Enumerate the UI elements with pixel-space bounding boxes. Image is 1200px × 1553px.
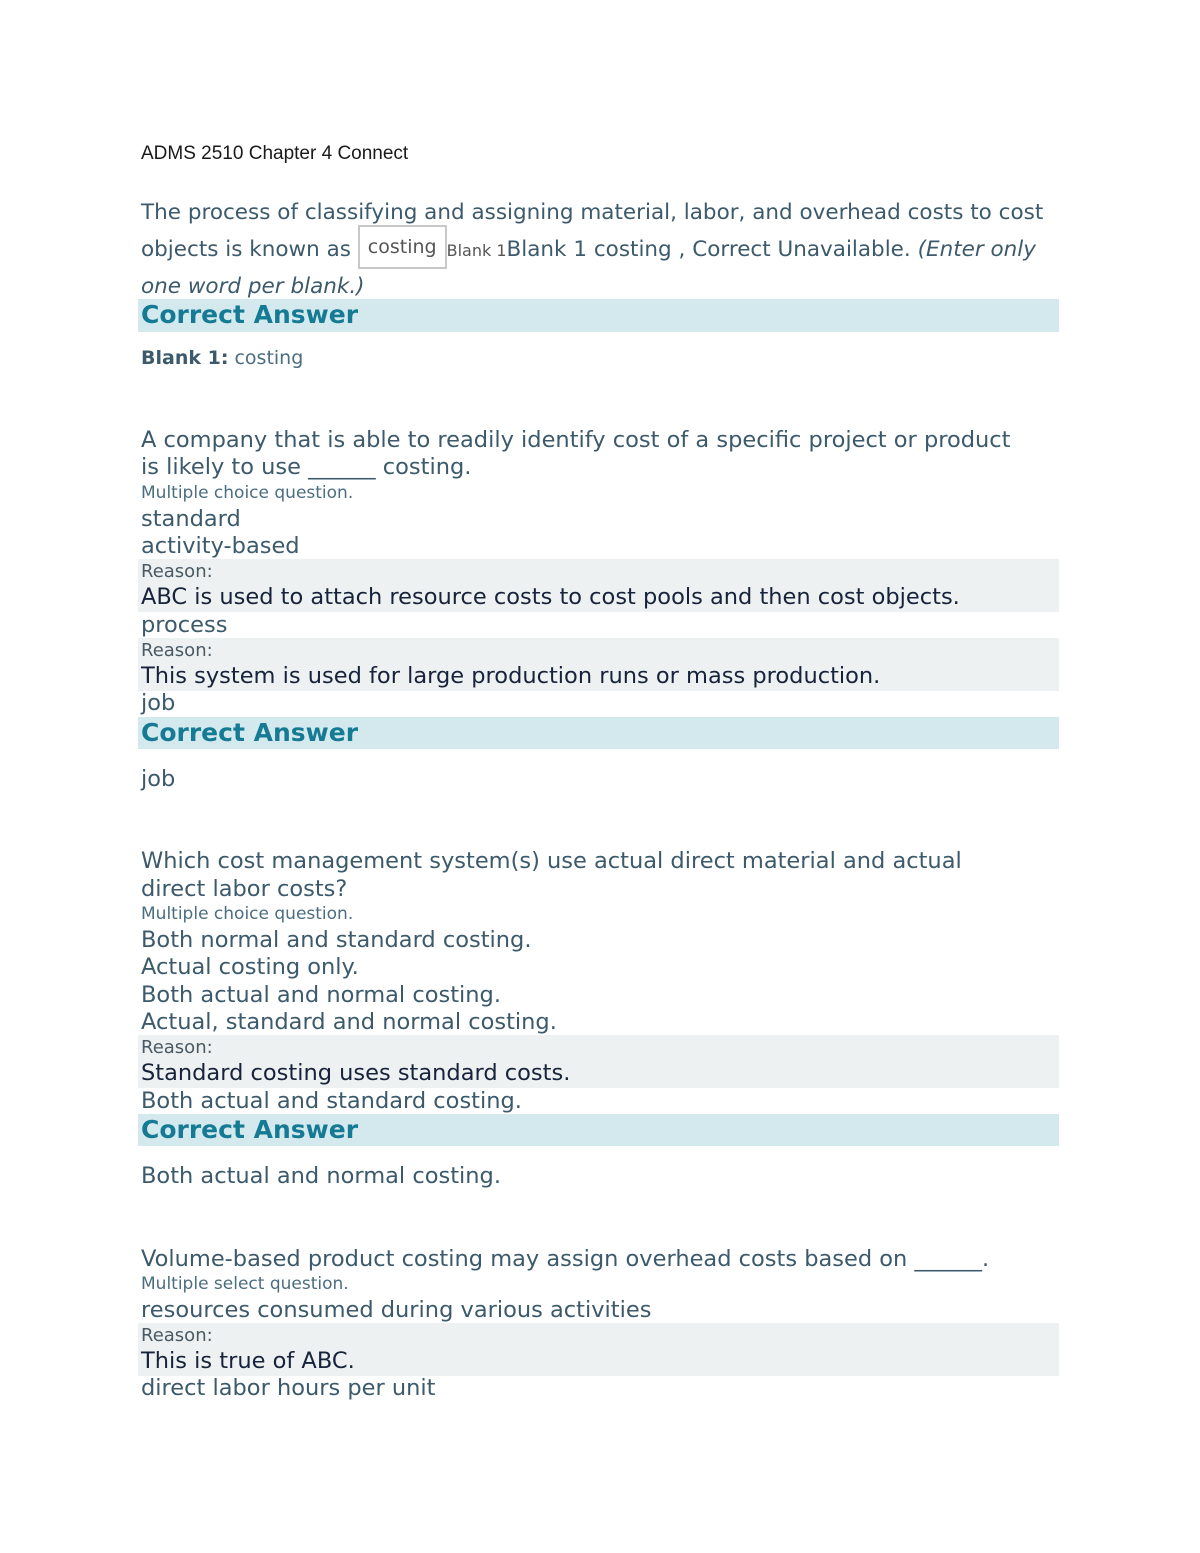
question-3-line-1: Which cost management system(s) use actual direct material and actual bbox=[141, 848, 962, 874]
question-4-text: Volume-based product costing may assign overhead costs based on ______. bbox=[141, 1246, 990, 1272]
answer-option[interactable]: Both normal and standard costing. bbox=[141, 927, 532, 953]
answer-option[interactable]: Both actual and standard costing. bbox=[141, 1088, 522, 1114]
reason-text: This is true of ABC. bbox=[141, 1348, 355, 1374]
reason-text: Standard costing uses standard costs. bbox=[141, 1060, 571, 1086]
correct-answer-heading: Correct Answer bbox=[141, 1115, 359, 1144]
reason-label: Reason: bbox=[141, 561, 213, 582]
question-type-label: Multiple select question. bbox=[141, 1274, 349, 1294]
question-1 bbox=[141, 195, 1061, 305]
question-3-line-2: direct labor costs? bbox=[141, 876, 348, 902]
reason-text: This system is used for large production runs or mass production. bbox=[141, 663, 881, 689]
reason-label: Reason: bbox=[141, 1325, 213, 1346]
question-2-line-2: is likely to use ______ costing. bbox=[141, 454, 472, 480]
correct-answer-value: Both actual and normal costing. bbox=[141, 1163, 501, 1189]
question-type-label: Multiple choice question. bbox=[141, 483, 354, 503]
correct-answer-heading: Correct Answer bbox=[141, 300, 359, 329]
answer-option[interactable]: job bbox=[141, 690, 176, 716]
question-1-answer bbox=[141, 347, 303, 369]
reason-label: Reason: bbox=[141, 1037, 213, 1058]
document-title: ADMS 2510 Chapter 4 Connect bbox=[141, 143, 409, 164]
reason-text: ABC is used to attach resource costs to cost pools and then cost objects. bbox=[141, 584, 960, 610]
correct-answer-band bbox=[138, 299, 1059, 332]
correct-answer-band bbox=[138, 1114, 1059, 1146]
question-1-instruction: (Enter only one word per blank.) bbox=[141, 237, 1037, 299]
correct-answer-band bbox=[138, 717, 1059, 749]
correct-answer-heading: Correct Answer bbox=[141, 718, 359, 747]
correct-answer-value: job bbox=[141, 766, 176, 792]
question-1-text: The process of classifying and assigning material, labor, and overhead costs to cost objects is known as bbox=[141, 200, 1044, 262]
answer-option[interactable]: activity-based bbox=[141, 533, 300, 559]
answer-option[interactable]: Actual, standard and normal costing. bbox=[141, 1009, 557, 1035]
answer-option[interactable]: process bbox=[141, 612, 228, 638]
question-2-line-1: A company that is able to readily identify cost of a specific project or product bbox=[141, 427, 1011, 453]
reason-label: Reason: bbox=[141, 640, 213, 661]
answer-option[interactable]: direct labor hours per unit bbox=[141, 1375, 436, 1401]
question-type-label: Multiple choice question. bbox=[141, 904, 354, 924]
answer-option[interactable]: standard bbox=[141, 506, 241, 532]
blank-1-feedback: Blank 1 costing , Correct Unavailable. bbox=[506, 237, 911, 262]
blank-1-label: Blank 1 bbox=[446, 241, 507, 260]
answer-blank-value: costing bbox=[234, 347, 304, 369]
answer-option[interactable]: Actual costing only. bbox=[141, 954, 359, 980]
blank-1-input[interactable]: costing bbox=[358, 225, 447, 269]
answer-blank-label: Blank 1: bbox=[141, 347, 229, 369]
answer-option[interactable]: resources consumed during various activities bbox=[141, 1297, 652, 1323]
answer-option[interactable]: Both actual and normal costing. bbox=[141, 982, 501, 1008]
